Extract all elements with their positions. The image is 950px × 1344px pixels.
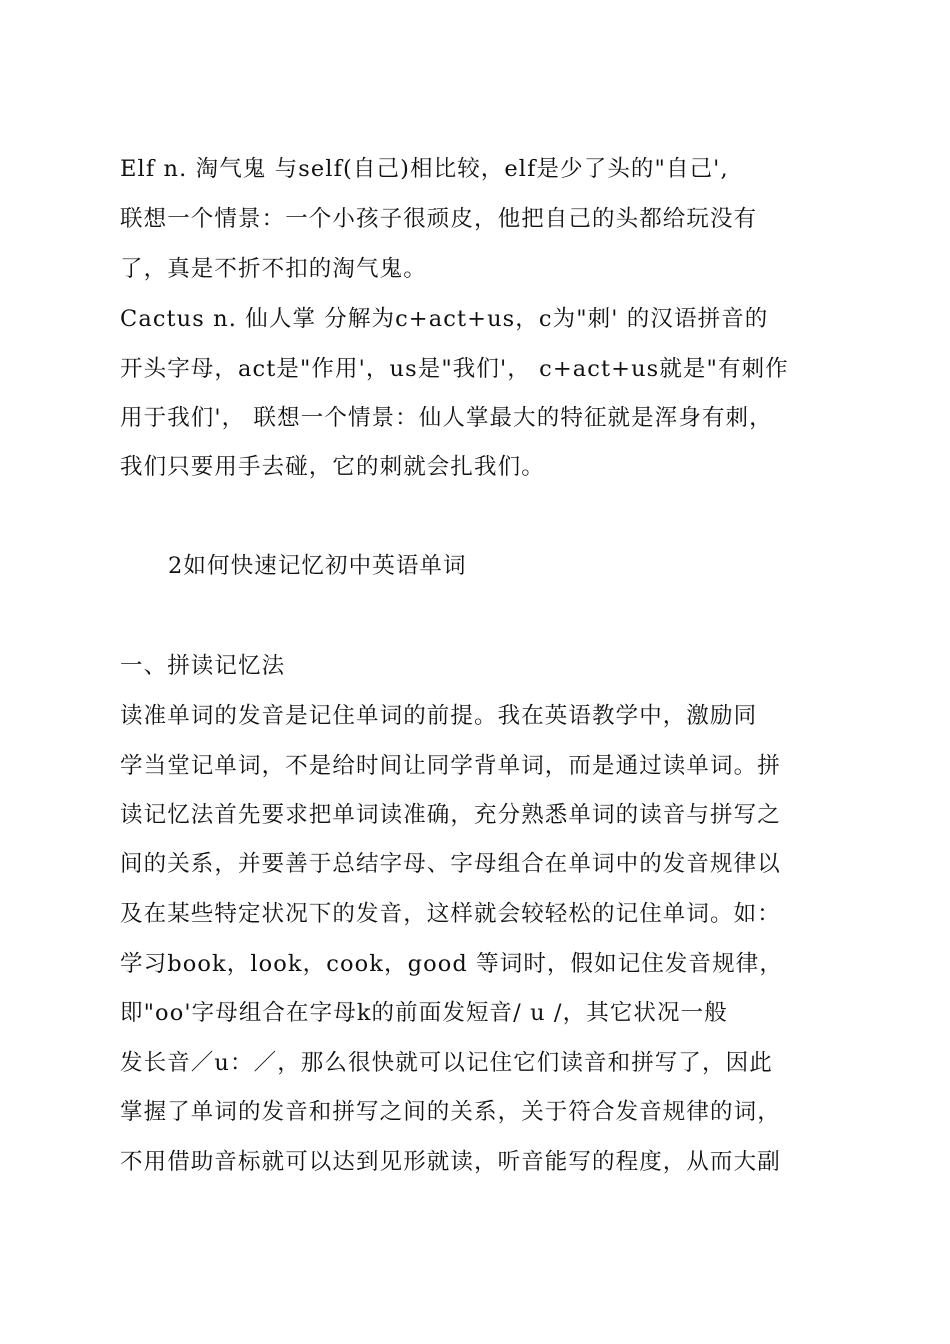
cactus-line-3: 用于我们'， 联想一个情景：仙人掌最大的特征就是浑身有刺， [120, 405, 773, 431]
elf-line-1: Elf n. 淘气鬼 与self(自己)相比较，elf是少了头的"自己', [120, 156, 729, 182]
method-line-10: 不用借助音标就可以达到见形就读，听音能写的程度，从而大副 [120, 1149, 781, 1175]
cactus-line-1: Cactus n. 仙人掌 分解为c+act+us，c为"刺' 的汉语拼音的 [120, 306, 769, 332]
section-title: 2如何快速记忆初中英语单词 [168, 553, 467, 579]
elf-line-3: 了，真是不折不扣的淘气鬼。 [120, 256, 427, 282]
method-line-1: 读准单词的发音是记住单词的前提。我在英语教学中，激励同 [120, 703, 758, 729]
method-line-3: 读记忆法首先要求把单词读准确，充分熟悉单词的读音与拼写之 [120, 802, 781, 828]
method-line-8: 发长音／u：／，那么很快就可以记住它们读音和拼写了，因此 [120, 1050, 773, 1076]
cactus-line-2: 开头字母，act是"作用'，us是"我们'， c+act+us就是"有刺作 [120, 356, 789, 382]
method-line-9: 掌握了单词的发音和拼写之间的关系，关于符合发音规律的词， [120, 1099, 781, 1125]
cactus-line-4: 我们只要用手去碰，它的刺就会扎我们。 [120, 454, 545, 480]
method-line-5: 及在某些特定状况下的发音，这样就会较轻松的记住单词。如： [120, 901, 781, 927]
subsection-title: 一、拼读记忆法 [120, 653, 286, 679]
method-line-4: 间的关系，并要善于总结字母、字母组合在单词中的发音规律以 [120, 851, 781, 877]
method-line-6: 学习book，look，cook，good 等词时，假如记住发音规律， [120, 951, 783, 977]
method-line-2: 学当堂记单词，不是给时间让同学背单词，而是通过读单词。拼 [120, 753, 781, 779]
elf-line-2: 联想一个情景：一个小孩子很顽皮，他把自己的头都给玩没有 [120, 206, 758, 232]
method-line-7: 即"oo'字母组合在字母k的前面发短音/ u /，其它状况一般 [120, 1000, 728, 1026]
